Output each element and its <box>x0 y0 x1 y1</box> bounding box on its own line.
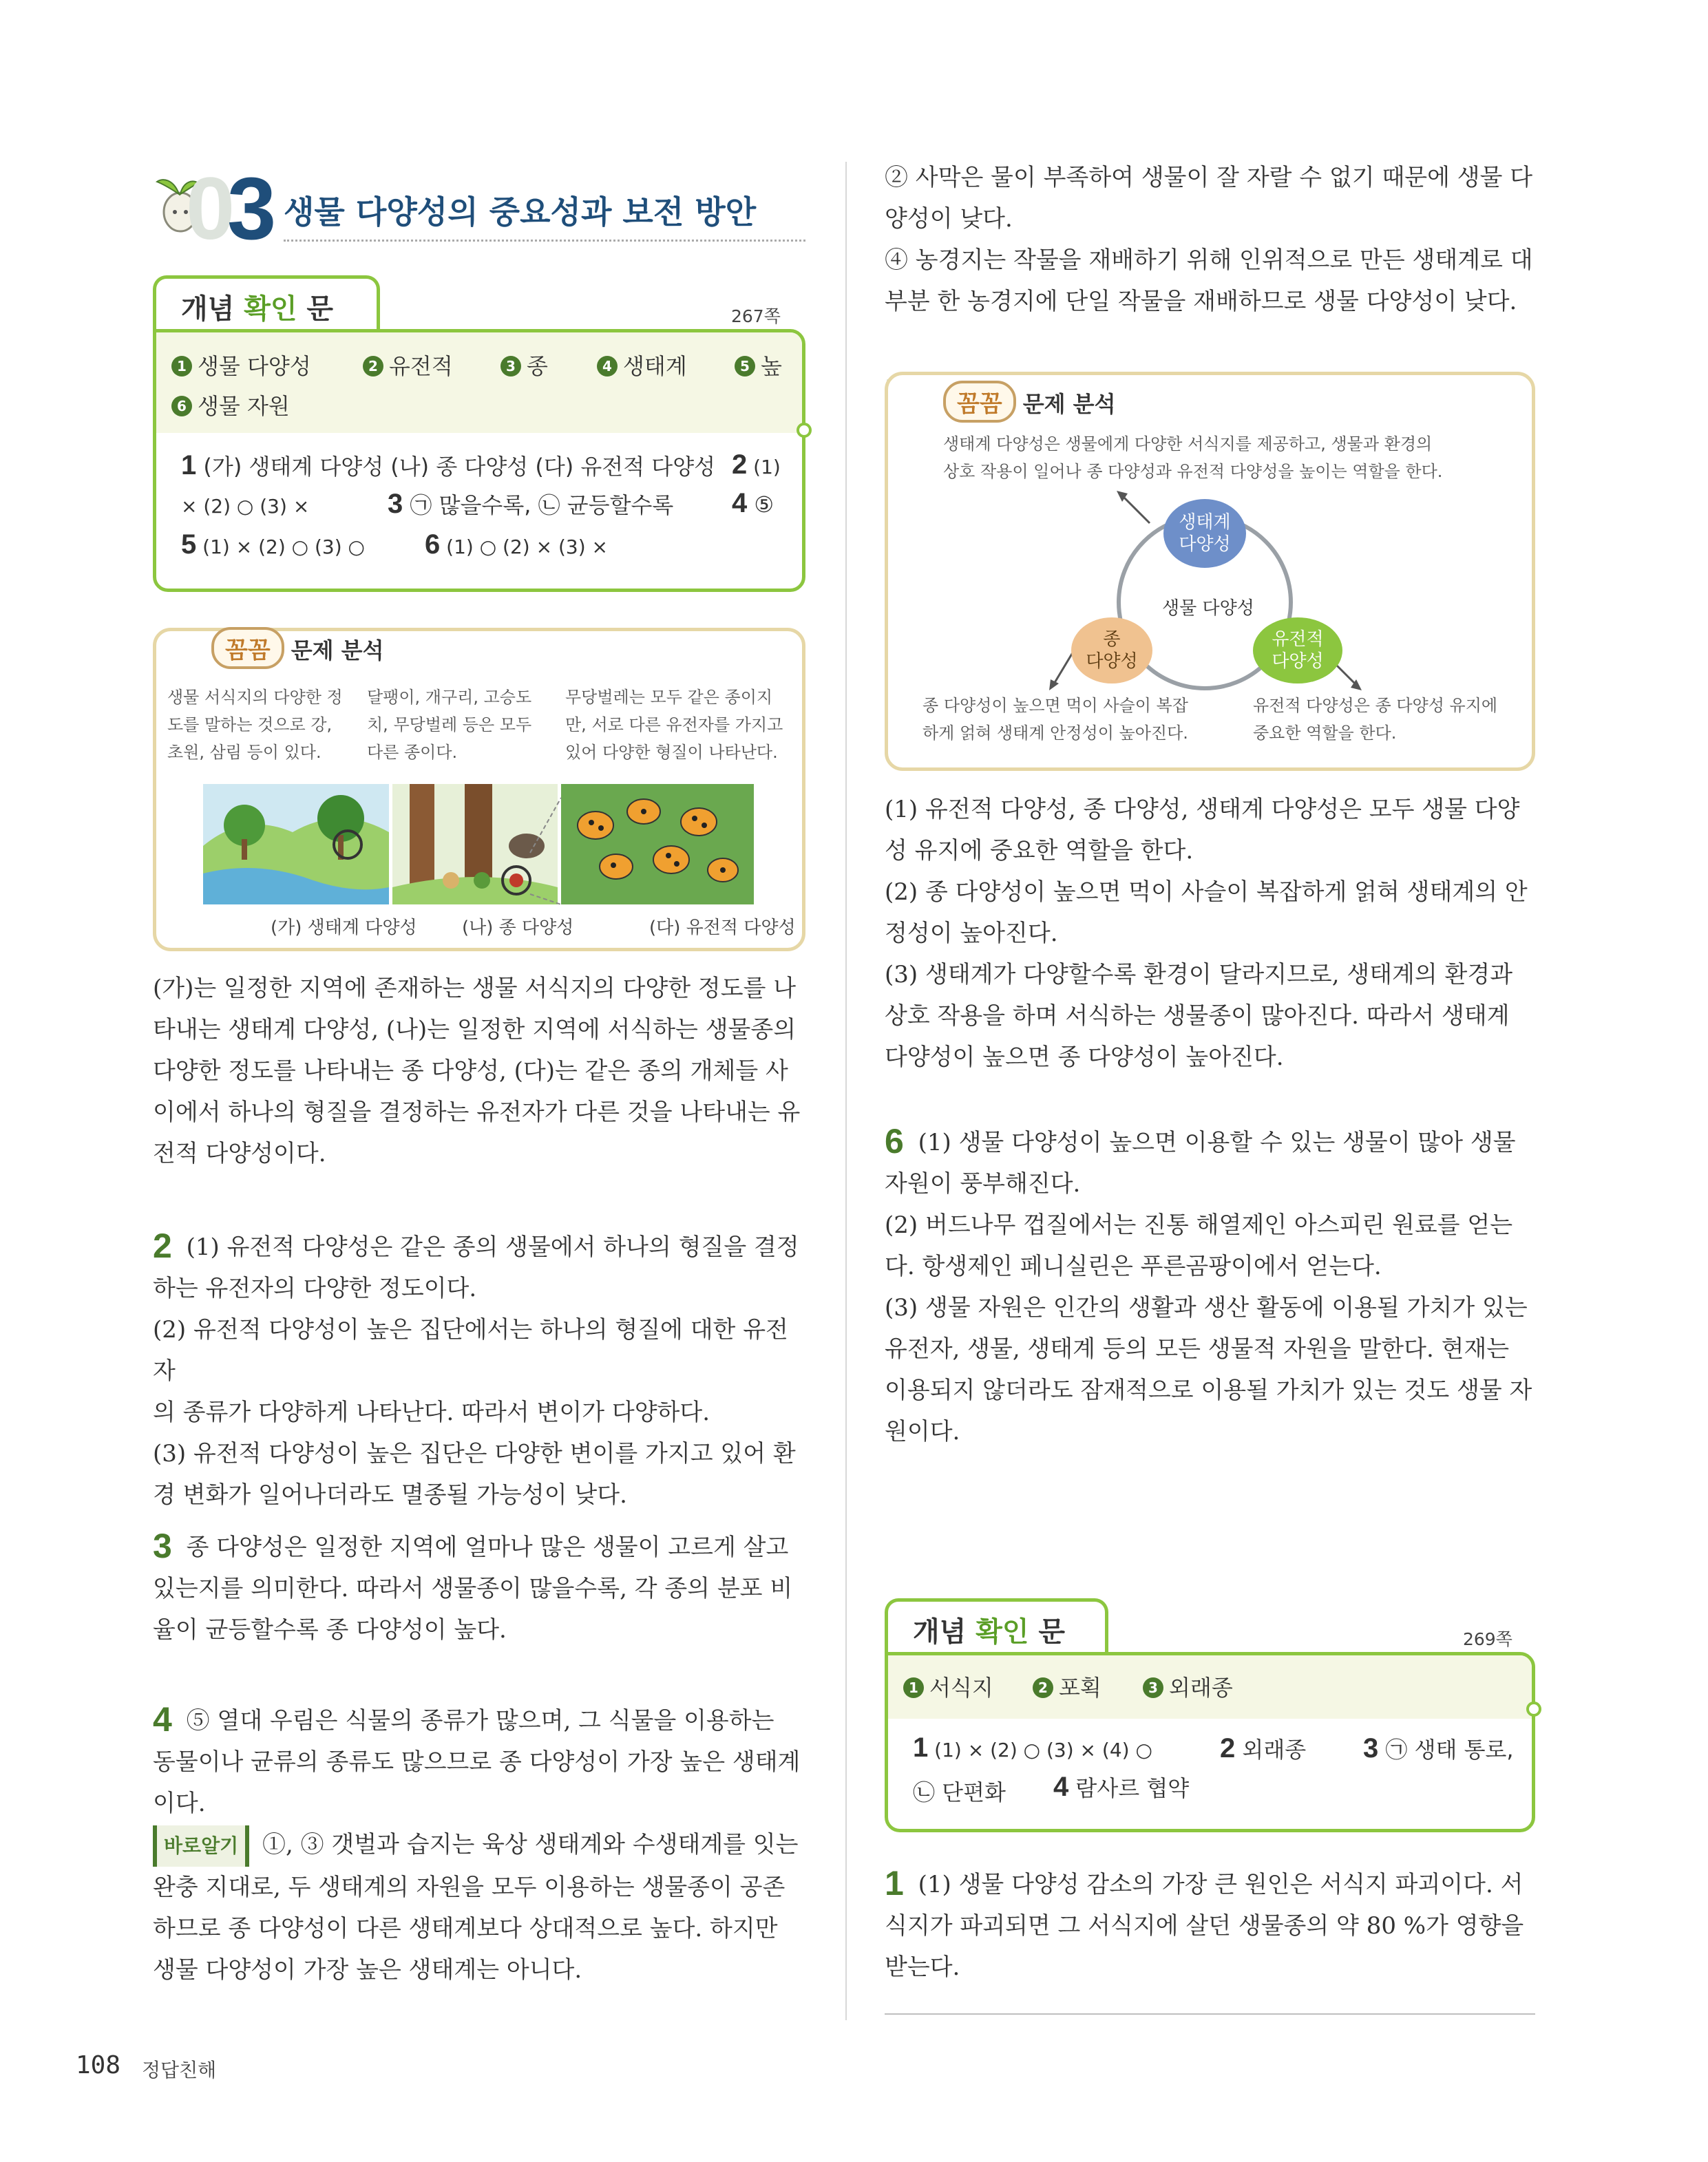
chapter-heading <box>153 160 805 258</box>
keyword-1: 1 생물 다양성 <box>171 349 311 381</box>
q5-center-label: 생물 다양성 <box>1162 598 1254 619</box>
answer-1: 1 (1) × (2) ○ (3) × (4) ○ <box>913 1732 1152 1763</box>
bubble-genetic-diversity: 유전적 다양성 <box>1253 617 1342 683</box>
q1-caption-genetic: (다) 유전적 다양성 <box>649 918 796 938</box>
answer-2: 2 (1) <box>732 449 781 480</box>
q1-analysis-box <box>153 628 805 951</box>
q5-analysis-title: 꼼꼼 문제 분석 <box>943 381 1116 423</box>
r1-explanation: 1 (1) 생물 다양성 감소의 가장 큰 원인은 서식지 파괴이다. 서 식지가 파괴되면 그 서식지에 살던 생물종의 약 80 %가 영향을 받는다. <box>885 1864 1524 1981</box>
q5-top-note: 생태계 다양성은 생물에게 다양한 서식지를 제공하고, 생물과 환경의 상호 작용이 일어나 종 다양성과 유전적 다양성을 높이는 역할을 한다. <box>943 434 1443 481</box>
box-knob <box>797 423 812 438</box>
concept-body <box>885 1652 1535 1832</box>
q1-note-genetic: 무당벌레는 모두 같은 종이지 만, 서로 다른 유전자를 가지고 있어 다양한 형질이 나타난다. <box>565 688 783 762</box>
answer-1: 1 (가) 생태계 다양성 (나) 종 다양성 (다) 유전적 다양성 <box>181 450 716 480</box>
q1-note-species: 달팽이, 개구리, 고승도 치, 무당벌레 등은 모두 다른 종이다. <box>367 688 532 762</box>
chapter-title: 생물 다양성의 중요성과 보전 방안 <box>284 193 757 231</box>
answer-3-cont: ㉡ 단편화 <box>913 1779 1006 1805</box>
q3-explanation: 3 종 다양성은 일정한 지역에 얼마나 많은 생물이 고르게 살고 있는지를 의미한다. 따라서 생물종이 많을수록, 각 종의 분포 비 율이 균등할수록 종 다양성이 높다. <box>153 1527 793 1644</box>
page-reference: 269쪽 <box>1463 1629 1512 1649</box>
keyword-answers <box>888 1655 1535 1719</box>
box-knob <box>1526 1702 1541 1717</box>
bubble-ecosystem-diversity: 생태계 다양성 <box>1163 499 1246 568</box>
concept-tab: 개념 확인 문 <box>153 275 380 333</box>
answer-4: 4 람사르 협약 <box>1053 1772 1190 1802</box>
q5-right-note: 유전적 다양성은 종 다양성 유지에 중요한 역할을 한다. <box>1253 696 1498 743</box>
q1-analysis-title: 꼼꼼 문제 분석 <box>211 627 384 669</box>
page-reference: 267쪽 <box>731 306 781 326</box>
keyword-2: 2 유전적 <box>363 349 453 381</box>
q1-illustration <box>203 784 754 908</box>
q1-explanation: (가)는 일정한 지역에 존재하는 생물 서식지의 다양한 정도를 나 타내는 생태계 다양성, (나)는 일정한 지역에 서식하는 생물종의 다양한 정도를 나타내는 종 다양성, (다)는 같은 종의 개체들 사 이에서 하나의 형질을 결정하는 유전자가 다른 것을 나타내는 유 전적 다양성이다. <box>153 975 801 1167</box>
answer-3: 3 ㉠ 생태 통로, <box>1363 1733 1514 1763</box>
concept-tab: 개념 확인 문 <box>885 1598 1108 1656</box>
keyword-answers <box>156 332 805 433</box>
keyword-2: 2 포획 <box>1033 1671 1101 1702</box>
keyword-4: 4 생태계 <box>597 349 687 381</box>
q1-caption-eco: (가) 생태계 다양성 <box>271 918 417 938</box>
q1-caption-species: (나) 종 다양성 <box>462 918 574 938</box>
answer-6: 6 (1) ○ (2) × (3) × <box>425 529 608 560</box>
keyword-5: 5 높 <box>735 349 782 381</box>
chapter-number-shadow: 0 <box>186 160 235 258</box>
q2-explanation: 2 (1) 유전적 다양성은 같은 종의 생물에서 하나의 형질을 결정 하는 유전자의 다양한 정도이다. (2) 유전적 다양성이 높은 집단에서는 하나의 형질에 대한 유전자 의 종류가 다양하게 나타난다. 따라서 변이가 다양하다. (3) 유전적 다양성이 높은 집단은 다양한 변이를 가지고 있어 환 경 변화가 일어나더라도 멸종될 가능성이 낮다. <box>153 1227 799 1509</box>
q4-explanation: 4 ⑤ 열대 우림은 식물의 종류가 많으며, 그 식물을 이용하는 동물이나 균류의 종류도 많으므로 종 다양성이 가장 높은 생태계 이다. 바로알기 ①, ③ 갯벌과 습지는 육상 생태계와 수생태계를 잇는 완충 지대로, 두 생태계의 자원을 모두 이용하는 생물종이 공존 하므로 종 다양성이 다른 생태계보다 상대적으로 높다. 하지만 생물 다양성이 가장 높은 생태계는 아니다. <box>153 1700 801 1984</box>
answer-2: 2 외래종 <box>1220 1733 1307 1763</box>
bubble-species-diversity: 종 다양성 <box>1071 617 1152 683</box>
page-number: 108 <box>76 2051 121 2079</box>
keyword-3: 3 종 <box>500 349 548 381</box>
bottom-rule <box>885 2013 1535 2015</box>
keyword-3: 3 외래종 <box>1143 1671 1233 1702</box>
answer-4: 4 ⑤ <box>732 488 774 518</box>
concept-check-box-2 <box>885 1598 1535 1832</box>
concept-body <box>153 329 805 592</box>
q5-left-note: 종 다양성이 높으면 먹이 사슬이 복잡 하게 얽혀 생태계 안정성이 높아진다. <box>922 696 1188 743</box>
answer-2-cont: × (2) ○ (3) × <box>181 495 310 518</box>
q5-explanation: (1) 유전적 다양성, 종 다양성, 생태계 다양성은 모두 생물 다양 성 유지에 중요한 역할을 한다. (2) 종 다양성이 높으면 먹이 사슬이 복잡하게 얽혀 생태계의 안 정성이 높아진다. (3) 생태계가 다양할수록 환경이 달라지므로, 생태계의 환경과 상호 작용을 하며 서식하는 생물종이 많아진다. 따라서 생태계 다양성이 높으면 종 다양성이 높아진다. <box>885 796 1528 1071</box>
footer-label: 정답친해 <box>142 2059 217 2081</box>
keyword-1: 1 서식지 <box>903 1671 993 1702</box>
column-divider <box>845 162 847 2020</box>
answer-3: 3 ㉠ 많을수록, ㉡ 균등할수록 <box>388 489 674 519</box>
correct-answer-label: 바로알기 <box>153 1825 249 1867</box>
title-underline <box>284 240 805 242</box>
q4-continued: ② 사막은 물이 부족하여 생물이 잘 자랄 수 없기 때문에 생물 다 양성이 낮다. ④ 농경지는 작물을 재배하기 위해 인위적으로 만든 생태계로 대 부분 한 농경지에 단일 작물을 재배하므로 생물 다양성이 낮다. <box>885 164 1533 315</box>
chapter-number: 3 <box>227 160 277 258</box>
keyword-6: 6 생물 자원 <box>171 389 290 421</box>
q6-explanation: 6 (1) 생물 다양성이 높으면 이용할 수 있는 생물이 많아 생물 자원이 풍부해진다. (2) 버드나무 껍질에서는 진통 해열제인 아스피린 원료를 얻는 다. 항생제인 페니실린은 푸른곰팡이에서 얻는다. (3) 생물 자원은 인간의 생활과 생산 활동에 이용될 가치가 있는 유전자, 생물, 생태계 등의 모든 생물적 자원을 말한다. 현재는 이용되지 않더라도 잠재적으로 이용될 가치가 있는 것도 생물 자 원이다. <box>885 1122 1532 1445</box>
q5-analysis-box <box>885 372 1535 771</box>
answer-5: 5 (1) × (2) ○ (3) ○ <box>181 529 365 560</box>
concept-check-box-1 <box>153 275 805 592</box>
q1-note-eco: 생물 서식지의 다양한 정 도를 말하는 것으로 강, 초원, 삼림 등이 있다. <box>167 688 343 762</box>
